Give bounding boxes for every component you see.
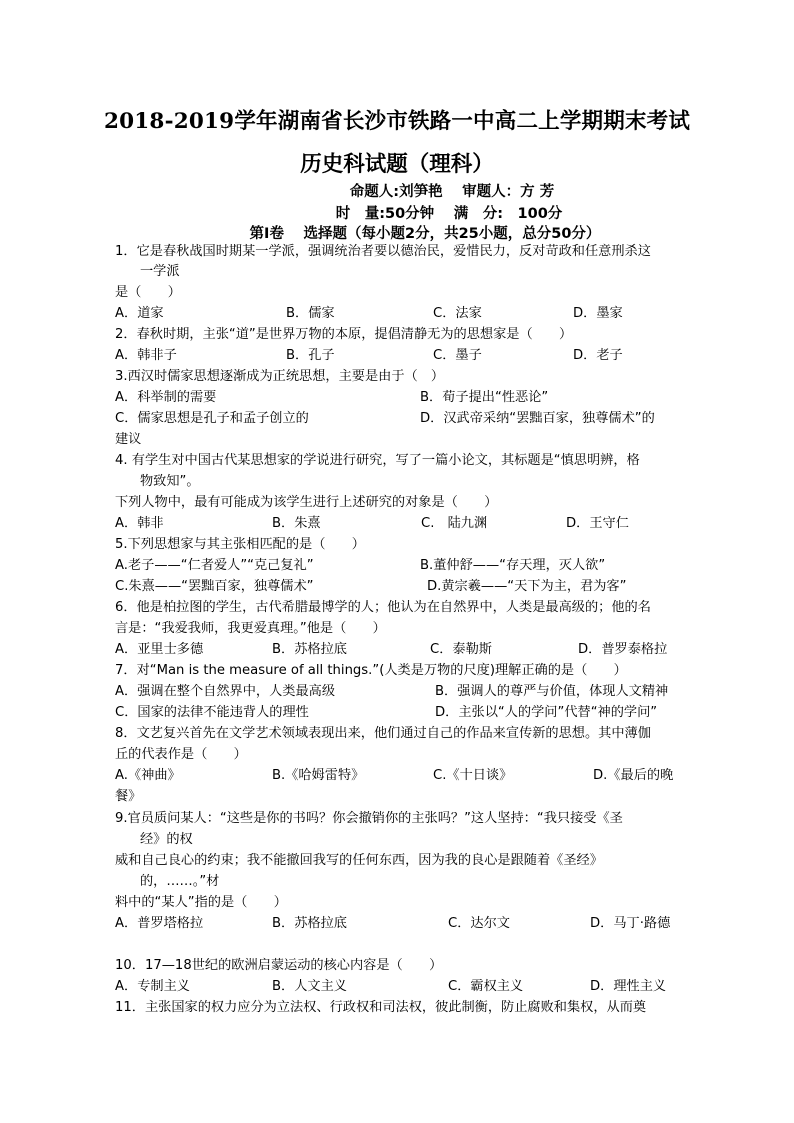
q6-option-c: C．泰勒斯 — [430, 642, 492, 657]
q6-option-a: A．亚里士多德 — [115, 642, 204, 657]
q6-option-d: D．普罗泰格拉 — [578, 642, 668, 657]
q1-option-b: B．儒家 — [286, 306, 335, 321]
exam-authors: 命题人:刘笋艳 审题人：方 芳 — [349, 184, 555, 200]
q3-stem: 3.西汉时儒家思想逐渐成为正统思想，主要是由于（ ） — [115, 369, 445, 384]
q8-stem-line1: 8．文艺复兴首先在文学艺术领域表现出来，他们通过自己的作品来宣传新的思想。其中薄伽 — [115, 726, 651, 741]
q2-stem: 2．春秋时期，主张“道”是世界万物的本原，提倡清静无为的思想家是（ ） — [115, 327, 573, 342]
q9-stem-line2: 经》的权 — [140, 832, 193, 847]
q9-option-c: C．达尔文 — [448, 916, 510, 931]
exam-time-score: 时 量:50分钟 满 分: 100分 — [335, 206, 563, 222]
q4-option-c: C. 陆九渊 — [421, 516, 488, 531]
q10-stem: 10．17—18世纪的欧洲启蒙运动的核心内容是（ ） — [115, 958, 443, 973]
q7-option-d: D．主张以“人的学问”代替“神的学问” — [435, 705, 658, 720]
q10-option-b: B．人文主义 — [272, 979, 347, 994]
q1-stem-line2: 一学派 — [140, 264, 180, 279]
q2-option-b: B．孔子 — [286, 348, 335, 363]
q11-stem-line1: 11．主张国家的权力应分为立法权、行政权和司法权，彼此制衡，防止腐败和集权，从而奠 — [115, 1000, 647, 1015]
section-heading: 第I卷 选择题（每小题2分，共25小题，总分50分） — [249, 226, 601, 242]
q6-stem-line1: 6．他是柏拉图的学生，古代希腊最博学的人；他认为在自然界中，人类是最高级的；他的名 — [115, 600, 651, 615]
q9-stem-line5: 料中的“某人”指的是（ ） — [115, 895, 287, 910]
q7-option-c: C．国家的法律不能违背人的理性 — [115, 705, 309, 720]
q3-option-d: D．汉武帝采纳“罢黜百家，独尊儒术”的 — [420, 411, 655, 426]
q4-stem-line1: 4. 有学生对中国古代某思想家的学说进行研究，写了一篇小论文，其标题是“慎思明辨，格 — [115, 453, 640, 468]
q1-stem-line3: 是（ ） — [115, 285, 181, 300]
q1-stem-line1: 1．它是春秋战国时期某一学派，强调统治者要以德治民，爱惜民力，反对苛政和任意刑杀这 — [115, 244, 651, 259]
q5-option-a: A.老子——“仁者爱人”“克己复礼” — [115, 558, 314, 573]
q9-option-b: B．苏格拉底 — [272, 916, 347, 931]
q1-option-d: D．墨家 — [573, 306, 623, 321]
q5-option-b: B.董仲舒——“存天理，灭人欲” — [420, 558, 606, 573]
q5-option-d: D.黄宗羲——“天下为主，君为客” — [427, 579, 627, 594]
exam-title: 2018-2019学年湖南省长沙市铁路一中高二上学期期末考试 — [103, 109, 691, 134]
q3-option-a: A．科举制的需要 — [115, 390, 217, 405]
q9-option-d: D．马丁·路德 — [590, 916, 671, 931]
q5-stem: 5.下列思想家与其主张相匹配的是（ ） — [115, 537, 365, 552]
q5-option-c: C.朱熹——“罢黜百家，独尊儒术” — [115, 579, 314, 594]
q4-stem-line3: 下列人物中，最有可能成为该学生进行上述研究的对象是（ ） — [115, 495, 498, 510]
exam-subtitle: 历史科试题（理科） — [300, 152, 494, 177]
q10-option-a: A．专制主义 — [115, 979, 190, 994]
q2-option-d: D．老子 — [573, 348, 623, 363]
q9-stem-line3: 威和自己良心的约束；我不能撤回我写的任何东西，因为我的良心是跟随着《圣经》 — [115, 853, 603, 868]
q3-option-d-cont: 建议 — [115, 432, 142, 447]
q9-option-a: A．普罗塔格拉 — [115, 916, 204, 931]
q3-option-b: B．荀子提出“性恶论” — [420, 390, 549, 405]
q10-option-c: C．霸权主义 — [448, 979, 524, 994]
q4-option-a: A．韩非 — [115, 516, 164, 531]
q4-option-b: B．朱熹 — [272, 516, 321, 531]
q10-option-d: D．理性主义 — [590, 979, 667, 994]
q6-stem-line2: 言是：“我爱我师，我更爱真理。”他是（ ） — [115, 621, 386, 636]
q6-option-b: B．苏格拉底 — [272, 642, 347, 657]
q8-option-b: B.《哈姆雷特》 — [272, 768, 365, 783]
q8-option-c: C.《十日谈》 — [433, 768, 513, 783]
q2-option-a: A．韩非子 — [115, 348, 177, 363]
q7-option-a: A．强调在整个自然界中，人类最高级 — [115, 684, 336, 699]
q8-stem-line2: 丘的代表作是（ ） — [115, 747, 247, 762]
q2-option-c: C．墨子 — [433, 348, 482, 363]
q8-option-d: D.《最后的晚 — [593, 768, 674, 783]
q9-stem-line4: 的，……。”材 — [140, 874, 220, 889]
q4-stem-line2: 物致知”。 — [140, 474, 200, 489]
q9-stem-line1: 9.官员质问某人：“这些是你的书吗？你会撤销你的主张吗？”这人坚持：“我只接受《圣 — [115, 811, 623, 826]
q8-option-a: A.《神曲》 — [115, 768, 181, 783]
q1-option-a: A．道家 — [115, 306, 164, 321]
q3-option-c: C．儒家思想是孔子和孟子创立的 — [115, 411, 309, 426]
q4-option-d: D．王守仁 — [566, 516, 629, 531]
q7-option-b: B．强调人的尊严与价值，体现人文精神 — [435, 684, 669, 699]
q1-option-c: C．法家 — [433, 306, 482, 321]
q7-stem: 7．对“Man is the measure of all things.”(人类是万物的尺度)理解正确的是（ ） — [115, 663, 627, 678]
q8-option-d-cont: 餐》 — [115, 789, 142, 804]
